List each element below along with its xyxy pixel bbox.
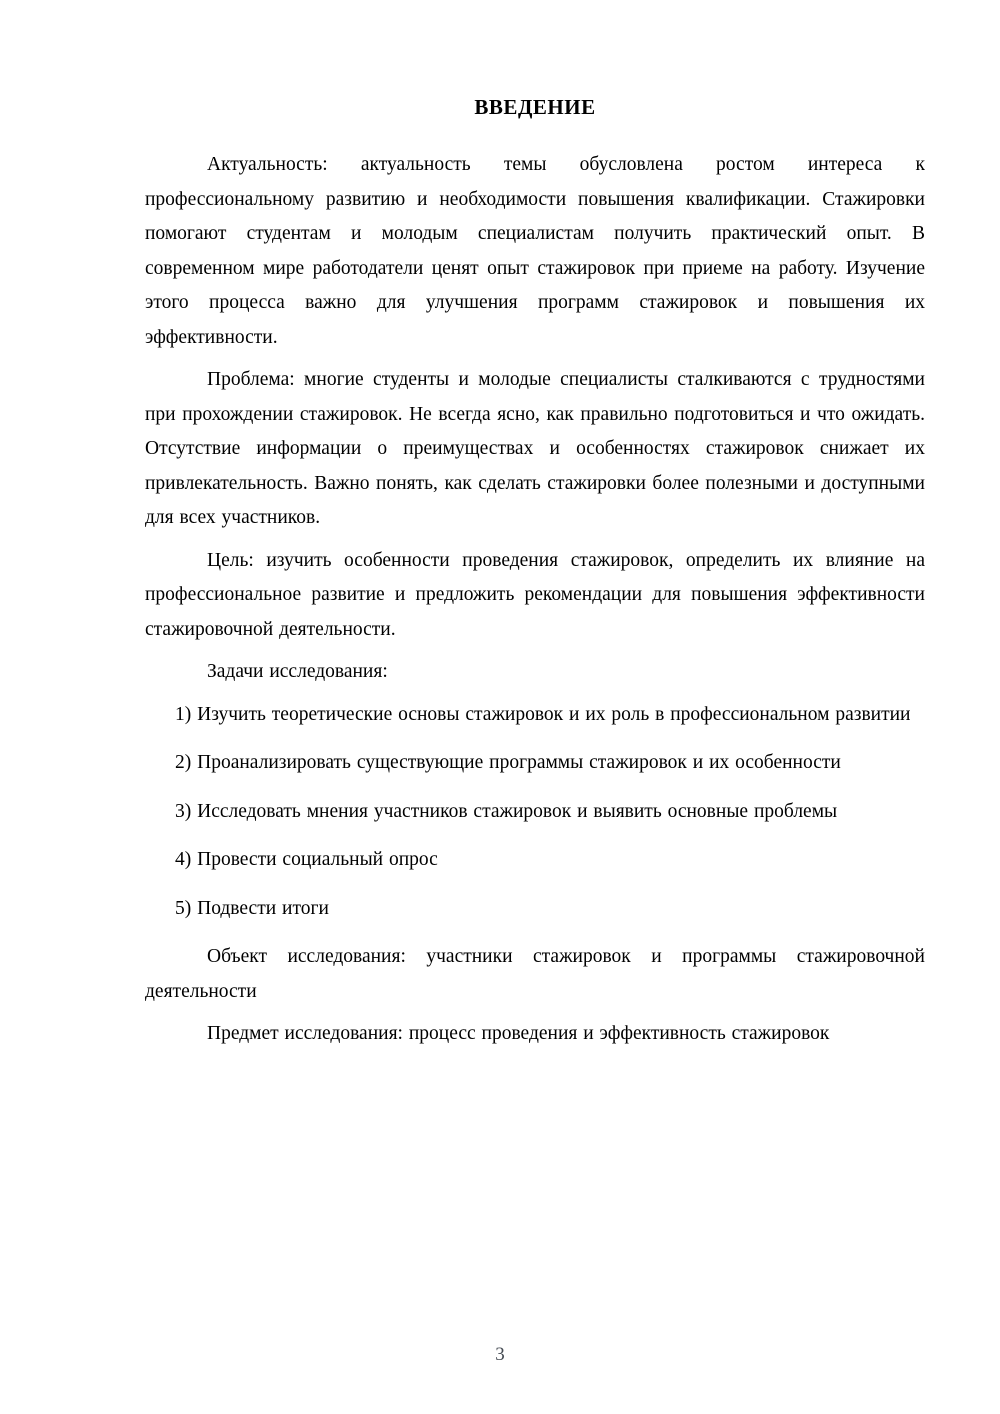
task-item-1: 1) Изучить теоретические основы стажировок и их роль в профессиональном развитии: [175, 703, 911, 725]
paragraph-predmet: Предмет исследования: процесс проведения и эффективность стажировок: [207, 1023, 830, 1044]
paragraph-aktualnost: Актуальность: актуальность темы обусловлена ростом интереса к профессиональному развитию и необходимости повышения квалификации. Стажировки помогают студентам и молодым специалистам получить практический опыт. В современном мире работодатели ценят опыт стажировок при приеме на работу. Изучение этого процесса важно для улучшения программ стажировок и повышения их эффективности.: [145, 154, 925, 348]
page-title: ВВЕДЕНИЕ: [474, 95, 596, 119]
task-item-3: 3) Исследовать мнения участников стажировок и выявить основные проблемы: [175, 800, 838, 822]
task-item-2: 2) Проанализировать существующие программы стажировок и их особенности: [175, 752, 841, 773]
document-content: [145, 95, 925, 1052]
task-item-5: 5) Подвести итоги: [175, 897, 329, 919]
paragraph-tsel: Цель: изучить особенности проведения стажировок, определить их влияние на профессиональное развитие и предложить рекомендации для повышения эффективности стажировочной деятельности.: [145, 549, 925, 640]
task-item-4: 4) Провести социальный опрос: [175, 849, 438, 870]
page-number: 3: [495, 1344, 505, 1365]
paragraph-zadachi-header: Задачи исследования:: [207, 661, 388, 682]
paragraph-obekt: Объект исследования: участники стажировок и программы стажировочной деятельности: [145, 946, 925, 1002]
paragraph-problema: Проблема: многие студенты и молодые специалисты сталкиваются с трудностями при прохождении стажировок. Не всегда ясно, как правильно подготовиться и что ожидать. Отсутствие информации о преимуществах и особенностях стажировок снижает их привлекательность. Важно понять, как сделать стажировки более полезными и доступными для всех участников.: [145, 369, 925, 528]
